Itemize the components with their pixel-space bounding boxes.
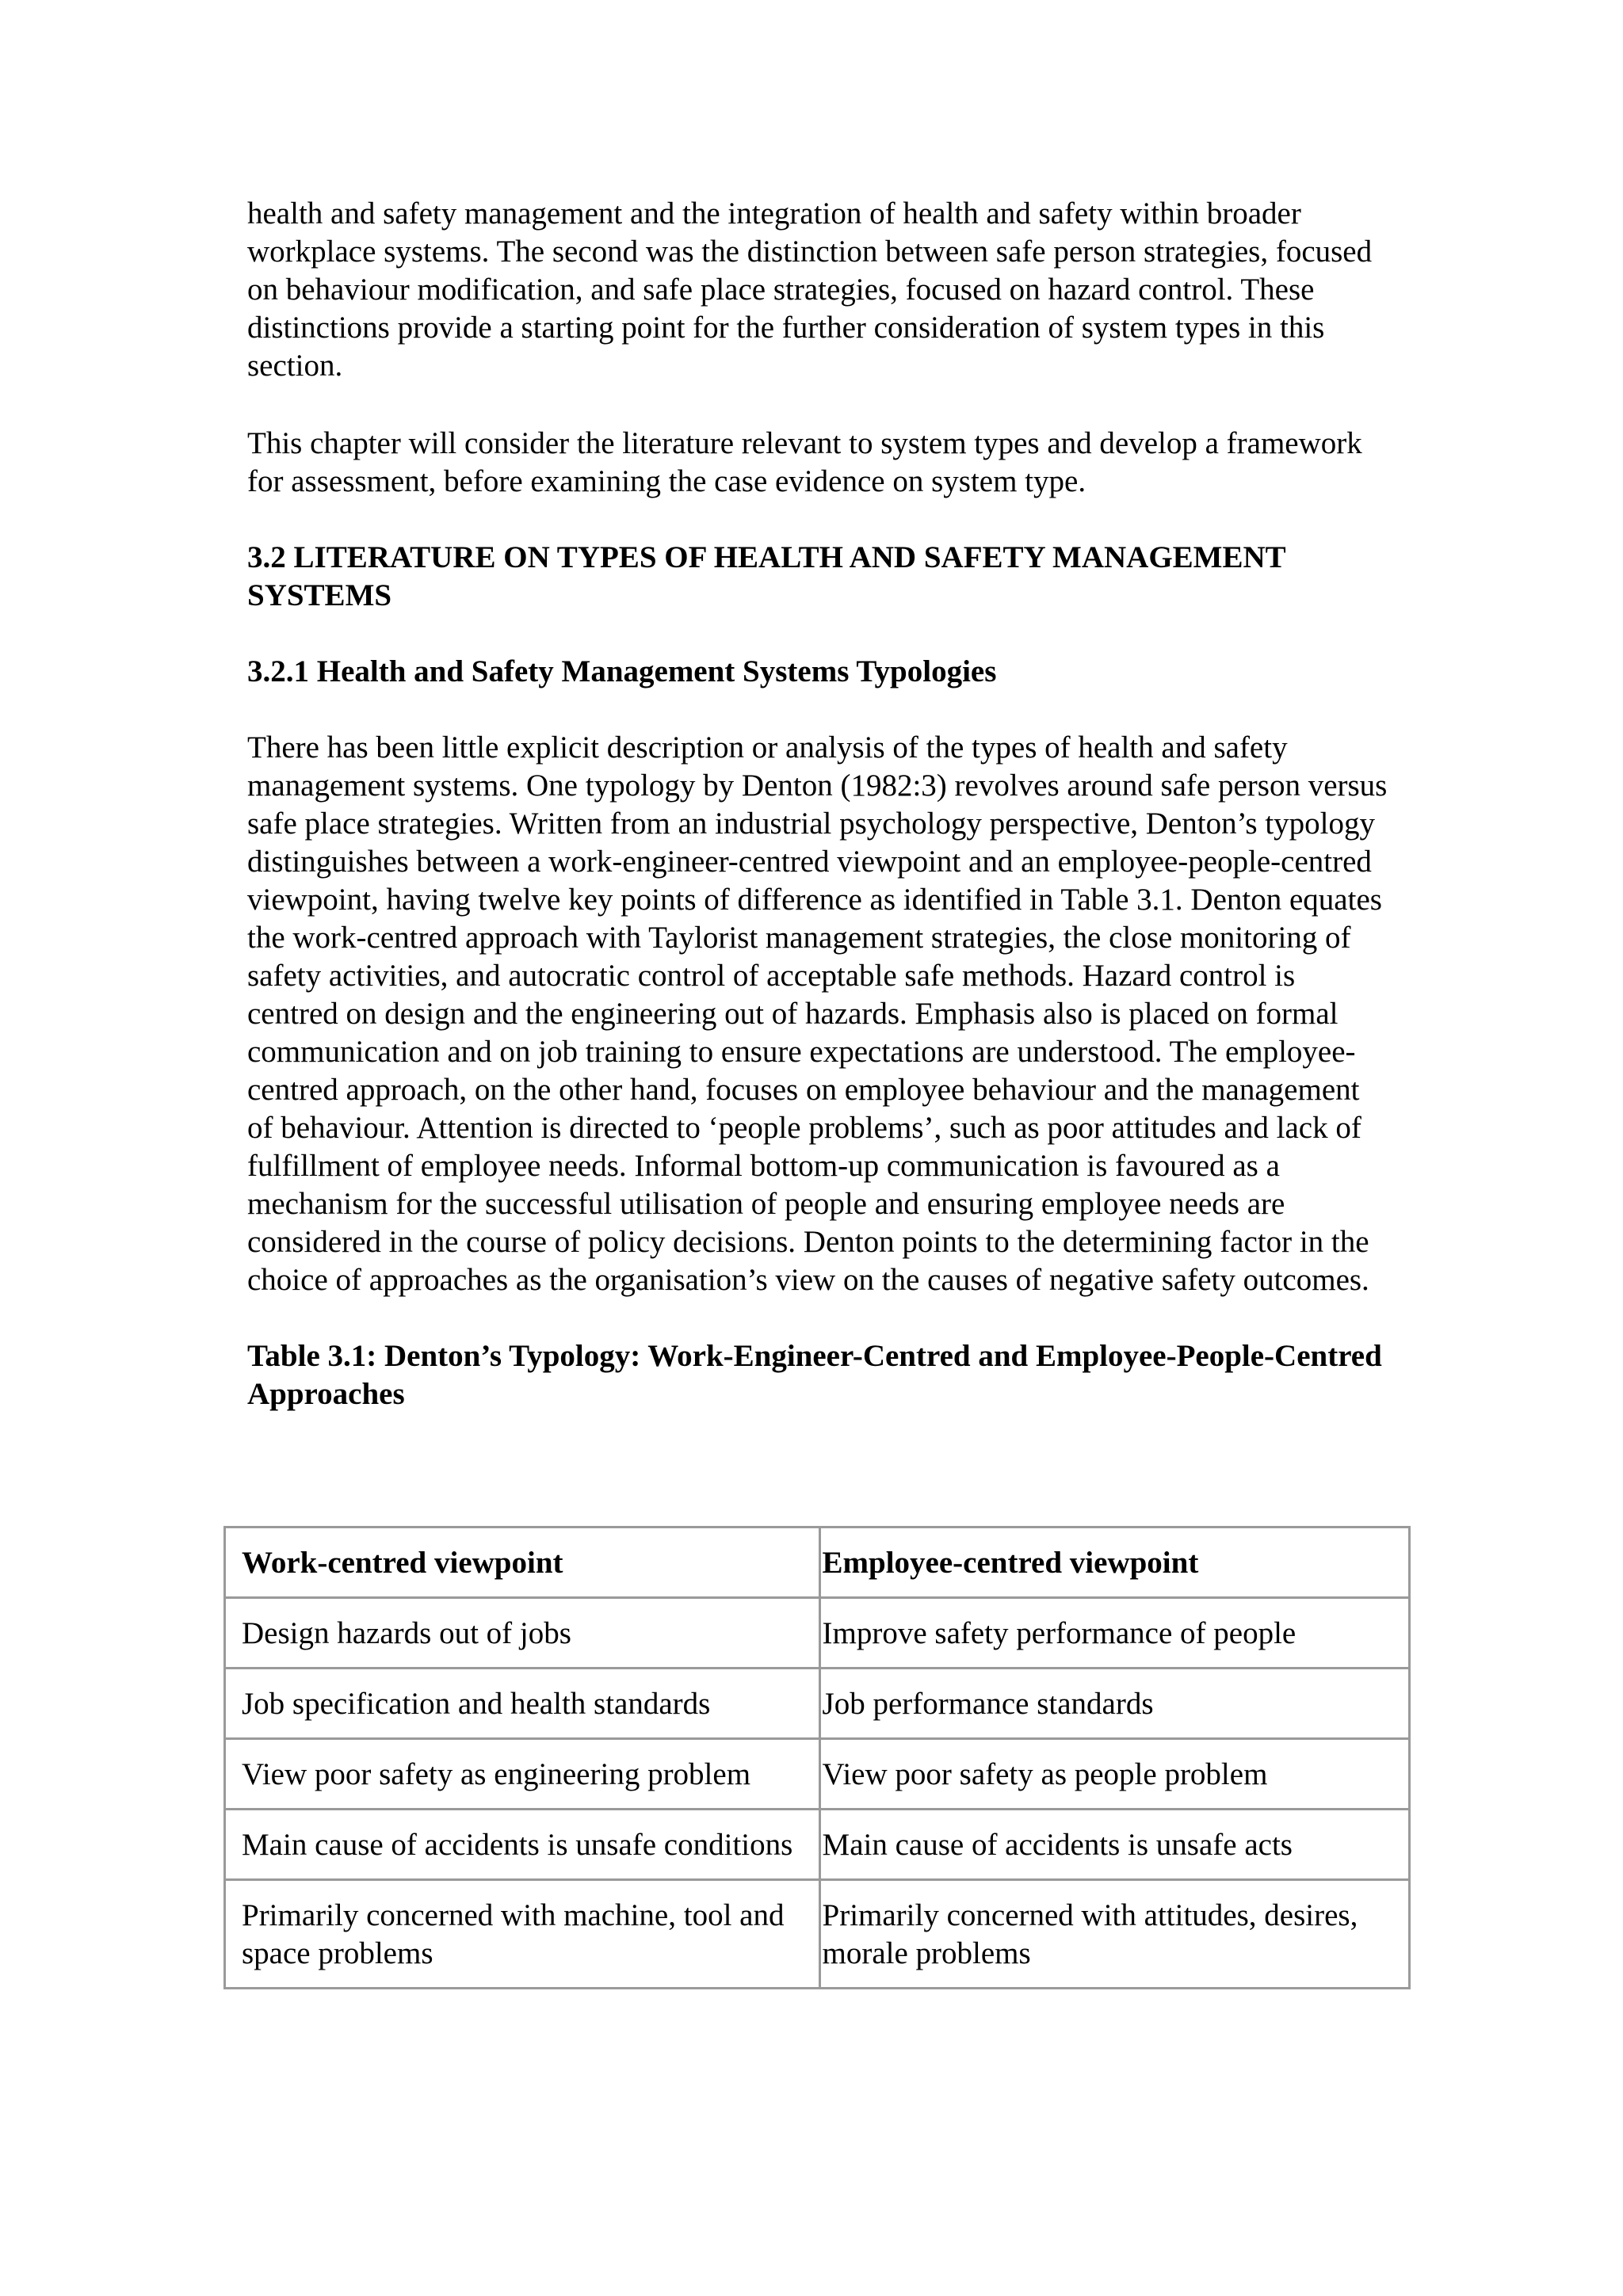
table-row xyxy=(225,1669,1410,1739)
table-row xyxy=(225,1810,1410,1880)
table-cell: Main cause of accidents is unsafe acts xyxy=(819,1810,1409,1880)
table-cell: View poor safety as people problem xyxy=(819,1739,1409,1810)
table-row xyxy=(225,1739,1410,1810)
table-caption: Table 3.1: Denton’s Typology: Work-Engineer-Centred and Employee-People-Centred Approaches xyxy=(247,1339,1382,1411)
table-cell: Main cause of accidents is unsafe conditions xyxy=(225,1810,820,1880)
table-row xyxy=(225,1598,1410,1669)
table-row xyxy=(225,1880,1410,1989)
intro-paragraph: health and safety management and the integration of health and safety within broader workplace systems. The second was the distinction between safe person strategies, focused on behaviour modification, and safe place strategies, focused on hazard control. These distinctions provide a starting point for the further consideration of system types in this section. xyxy=(247,196,1373,383)
denton-typology-table xyxy=(223,1526,1411,1989)
subsection-heading: 3.2.1 Health and Safety Management Systems Typologies xyxy=(247,654,997,688)
table-cell: Improve safety performance of people xyxy=(819,1598,1409,1669)
column-header-employee-centred: Employee-centred viewpoint xyxy=(819,1527,1409,1598)
document-page xyxy=(247,195,1388,1451)
table-cell: Primarily concerned with machine, tool and space problems xyxy=(225,1880,820,1989)
table-cell: Job specification and health standards xyxy=(225,1669,820,1739)
table-cell: View poor safety as engineering problem xyxy=(225,1739,820,1810)
table-cell: Design hazards out of jobs xyxy=(225,1598,820,1669)
section-heading: 3.2 LITERATURE ON TYPES OF HEALTH AND SAFETY MANAGEMENT SYSTEMS xyxy=(247,540,1285,612)
typology-paragraph: There has been little explicit description or analysis of the types of health and safety management systems. One typology by Denton (1982:3) revolves around safe person versus safe place strategies. Written from an industrial psychology perspective, Denton’s typology distinguishes between a work-engineer-centred viewpoint and an employee-people-centred viewpoint, having twelve key points of difference as identified in Table 3.1. Denton equates the work-centred approach with Taylorist management strategies, the close monitoring of safety activities, and autocratic control of acceptable safe methods. Hazard control is centred on design and the engineering out of hazards. Emphasis also is placed on formal communication and on job training to ensure expectations are understood. The employee-centred approach, on the other hand, focuses on employee behaviour and the management of behaviour. Attention is directed to ‘people problems’, such as poor attitudes and lack of fulfillment of employee needs. Informal bottom-up communication is favoured as a mechanism for the successful utilisation of people and ensuring employee needs are considered in the course of policy decisions. Denton points to the determining factor in the choice of approaches as the organisation’s view on the causes of negative safety outcomes. xyxy=(247,730,1388,1297)
chapter-overview-paragraph: This chapter will consider the literature relevant to system types and develop a framework for assessment, before examining the case evidence on system type. xyxy=(247,426,1362,498)
column-header-work-centred: Work-centred viewpoint xyxy=(225,1527,820,1598)
table-cell: Job performance standards xyxy=(819,1669,1409,1739)
table-cell: Primarily concerned with attitudes, desires, morale problems xyxy=(819,1880,1409,1989)
table-header-row xyxy=(225,1527,1410,1598)
